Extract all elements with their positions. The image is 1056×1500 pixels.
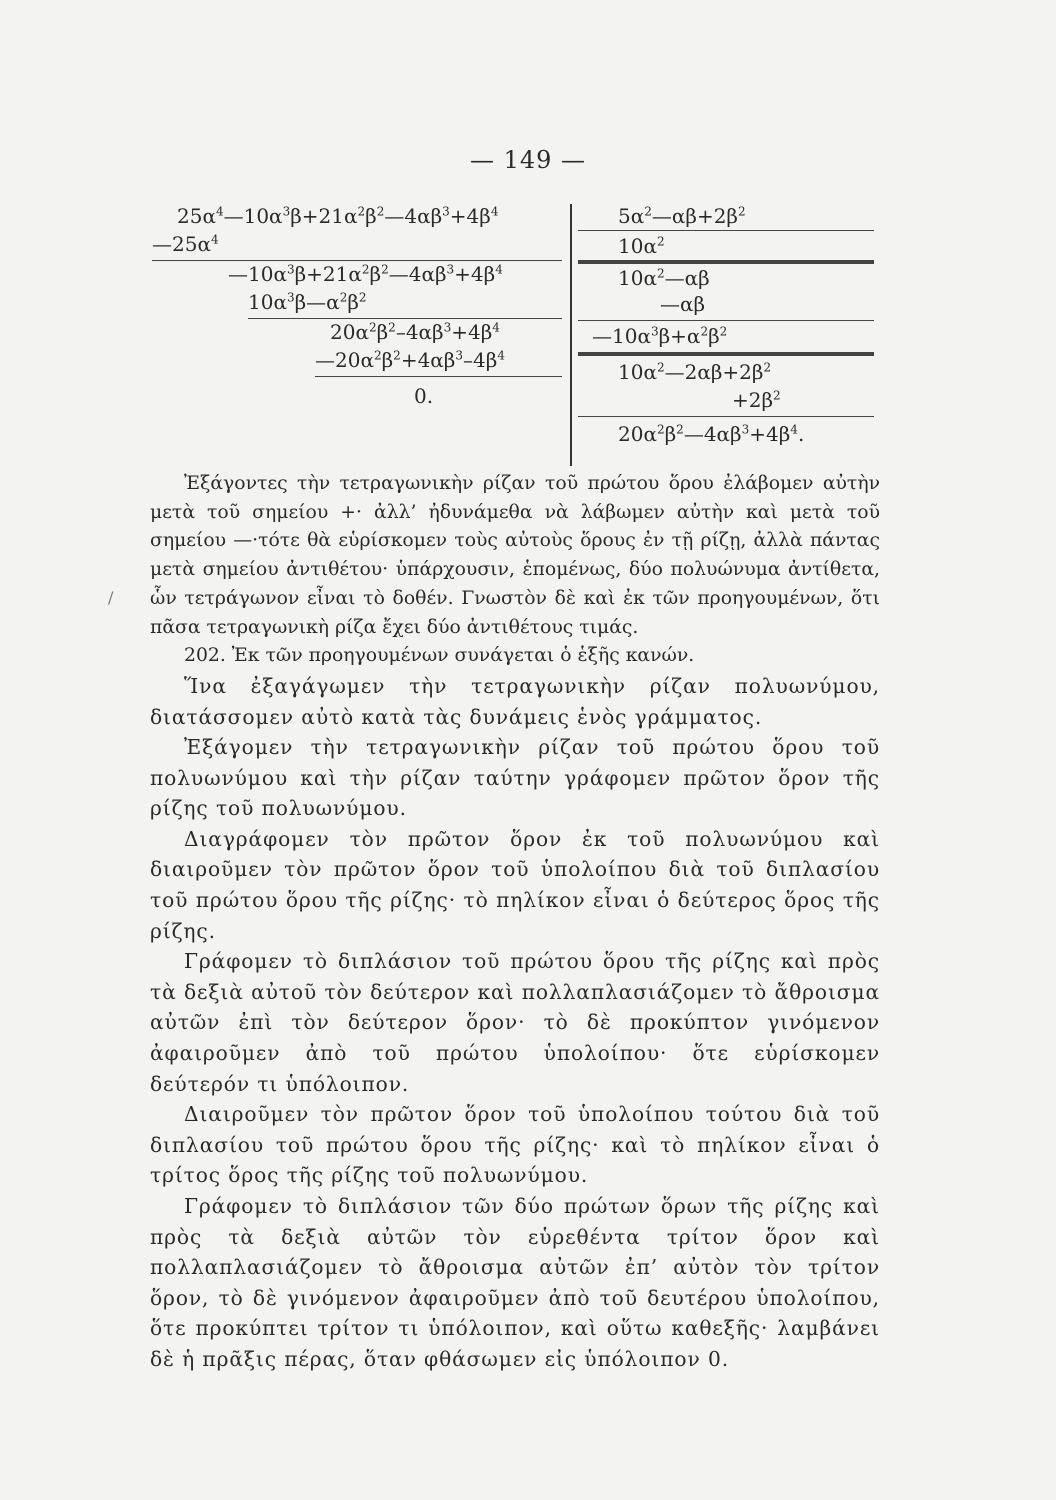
paragraph-sign-note: Ἐξάγοντες τὴν τετραγωνικὴν ρίζαν τοῦ πρώτου ὅρου ἐλάβομεν αὐτὴν μετὰ τοῦ σημείου +· ἀλλ’ ἠδυνάμεθα νὰ λάβωμεν αὐτὴν καὶ μετὰ τοῦ σημείου —·τότε θὰ εὑρίσκομεν τοὺς αὐτοὺς ὅρους ἐν τῇ ρίζῃ, ἀλλὰ πάντας μετὰ σημείου ἀντιθέτου· ὑπάρχουσιν, ἑπομένως, δύο πολυώνυμα ἀντίθετα, ὧν τετράγωνον εἶναι τὸ δοθέν. Γνωστὸν δὲ καὶ ἐκ τῶν προηγουμένων, ὅτι πᾶσα τετραγωνικὴ ρίζα ἔχει δύο ἀντιθέτους τιμάς. [150, 473, 880, 638]
square-root-calculation [150, 196, 880, 466]
work-line: —αβ [660, 292, 706, 316]
body-text [150, 470, 880, 1375]
rule-step-2: Ἐξάγομεν τὴν τετραγωνικὴν ρίζαν τοῦ πρώτου ὅρου τοῦ πολυωνύμου καὶ τὴν ρίζαν ταύτην γράφομεν πρῶτον ὅρον τῆς ρίζης τοῦ πολυωνύμου. [150, 735, 880, 821]
rule-line [315, 376, 562, 377]
work-line: $+2\beta^2$ [732, 388, 781, 412]
rule-line [578, 416, 874, 417]
subtraction-line: $—25\alpha^4$ [152, 232, 219, 256]
rule-step-6: Γράφομεν τὸ διπλάσιον τῶν δύο πρώτων ὅρων τῆς ρίζης καὶ πρὸς τὰ δεξιὰ αὐτῶν τὸν εὑρεθέντα τρίτον ὅρον καὶ πολλαπλασιάζομεν τὸ ἄθροισμα αὐτῶν ἐπ’ αὐτὸν τὸν τρίτον ὅρον, τὸ δὲ γινόμενον ἀφαιροῦμεν ἀπὸ τοῦ δευτέρου ὑπολοίπου, ὅτε προκύπτει τρίτον τι ὑπόλοιπον, καὶ οὕτω καθεξῆς· λαμβάνει δὲ ἡ πρᾶξις πέρας, ὅταν φθάσωμεν εἰς ὑπόλοιπον 0. [150, 1194, 880, 1371]
vertical-divider [570, 204, 572, 466]
polynomial-line: $25\alpha^4—10\alpha^3\beta+21\alpha^2\beta^2—4\alpha\beta^3+4\beta^4$ [177, 204, 499, 228]
double-rule-line [578, 352, 874, 356]
work-line: $10\alpha^2$ [618, 234, 665, 258]
page-number: — 149 — [469, 146, 587, 174]
section-202-heading: 202. Ἐκ τῶν προηγουμένων συνάγεται ὁ ἑξῆς κανών. [184, 645, 695, 667]
rule-line [248, 318, 562, 319]
final-remainder: 0. [414, 384, 434, 408]
rule-step-4: Γράφομεν τὸ διπλάσιον τοῦ πρώτου ὅρου τῆς ρίζης καὶ πρὸς τὰ δεξιὰ αὐτοῦ τὸν δεύτερον καὶ πολλαπλασιάζομεν τὸ ἄθροισμα αὐτῶν ἐπὶ τὸν δεύτερον ὅρον· τὸ δὲ προκύπτον γινόμενον ἀφαιροῦμεν ἀπὸ τοῦ πρώτου ὑπολοίπου· ὅτε εὑρίσκομεν δεύτερόν τι ὑπόλοιπον. [150, 949, 880, 1096]
work-line: $20\alpha^2\beta^2—4\alpha\beta^3+4\beta^4$. [618, 422, 805, 446]
rule-step-1: Ἵνα ἐξαγάγωμεν τὴν τετραγωνικὴν ρίζαν πολυωνύμου, διατάσσομεν αὐτὸ κατὰ τὰς δυνάμεις ἑνὸς γράμματος. [150, 673, 880, 729]
square-root-result: $5\alpha^2—\alpha\beta+2\beta^2$ [618, 204, 746, 228]
work-line: $—10\alpha^3\beta+\alpha^2\beta^2$ [592, 324, 728, 348]
subtraction-line: $10\alpha^3\beta—\alpha^2\beta^2$ [248, 290, 367, 314]
work-line: $10\alpha^2—\alpha\beta$ [618, 266, 710, 290]
work-line: $10\alpha^2—2\alpha\beta+2\beta^2$ [618, 360, 772, 384]
margin-mark: / [108, 588, 114, 607]
rule-line [578, 230, 874, 231]
rule-step-5: Διαιροῦμεν τὸν πρῶτον ὅρον τοῦ ὑπολοίπου τούτου διὰ τοῦ διπλασίου τοῦ πρώτου ὅρου τῆς ρίζης· καὶ τὸ πηλίκον εἶναι ὁ τρίτος ὅρος τῆς ρίζης τοῦ πολυωνύμου. [150, 1102, 880, 1188]
subtraction-line: $—20\alpha^2\beta^2+4\alpha\beta^3-4\beta^4$ [315, 348, 505, 372]
rule-step-3: Διαγράφομεν τὸν πρῶτον ὅρον ἐκ τοῦ πολυωνύμου καὶ διαιροῦμεν τὸν πρῶτον ὅρον τοῦ ὑπολοίπου διὰ τοῦ διπλασίου τοῦ πρώτου ὅρου τῆς ρίζης· τὸ πηλίκον εἶναι ὁ δεύτερος ὅρος τῆς ρίζης. [150, 826, 880, 943]
rule-line [578, 320, 874, 321]
remainder-line: $—10\alpha^3\beta+21\alpha^2\beta^2—4\alpha\beta^3+4\beta^4$ [228, 262, 503, 286]
double-rule-line [578, 260, 874, 264]
rule-line [152, 260, 562, 261]
remainder-line: $20\alpha^2\beta^2-4\alpha\beta^3+4\beta^4$ [330, 320, 500, 344]
